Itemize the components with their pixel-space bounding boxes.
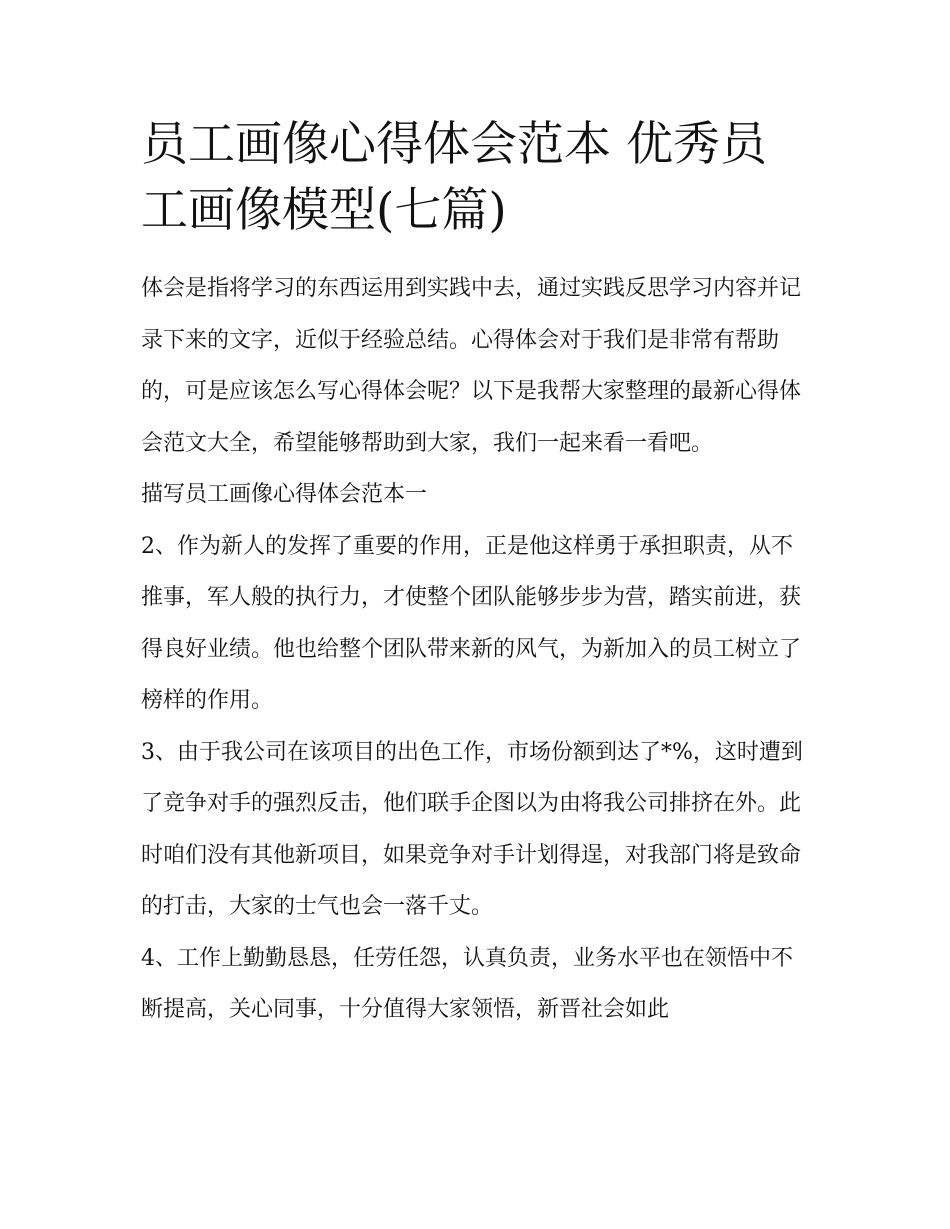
intro-paragraph: 体会是指将学习的东西运用到实践中去，通过实践反思学习内容并记录下来的文字，近似于经验总结。心得体会对于我们是非常有帮助的，可是应该怎么写心得体会呢？以下是我帮大家整理的最新心得体会范文大全，希望能够帮助到大家，我们一起来看一看吧。: [141, 276, 802, 456]
paragraph-item-4: 4、工作上勤勤恳恳，任劳任怨，认真负责，业务水平也在领悟中不断提高，关心同事，十分值得大家领悟，新晋社会如此: [141, 945, 793, 1022]
section-heading: 描写员工画像心得体会范本一: [141, 482, 428, 507]
document-title: 员工画像心得体会范本 优秀员工画像模型(七篇): [141, 117, 767, 238]
paragraph-item-2: 2、作为新人的发挥了重要的作用，正是他这样勇于承担职责，从不推事，军人般的执行力，才使整个团队能够步步为营，踏实前进，获得良好业绩。他也给整个团队带来新的风气，为新加入的员工树立了榜样的作用。: [141, 533, 802, 713]
document-body: [141, 112, 813, 1036]
paragraph-item-3: 3、由于我公司在该项目的出色工作，市场份额到达了*%，这时遭到了竞争对手的强烈反击，他们联手企图以为由将我公司排挤在外。此时咱们没有其他新项目，如果竞争对手计划得逞，对我部门将是致命的打击，大家的士气也会一落千丈。: [141, 739, 803, 919]
